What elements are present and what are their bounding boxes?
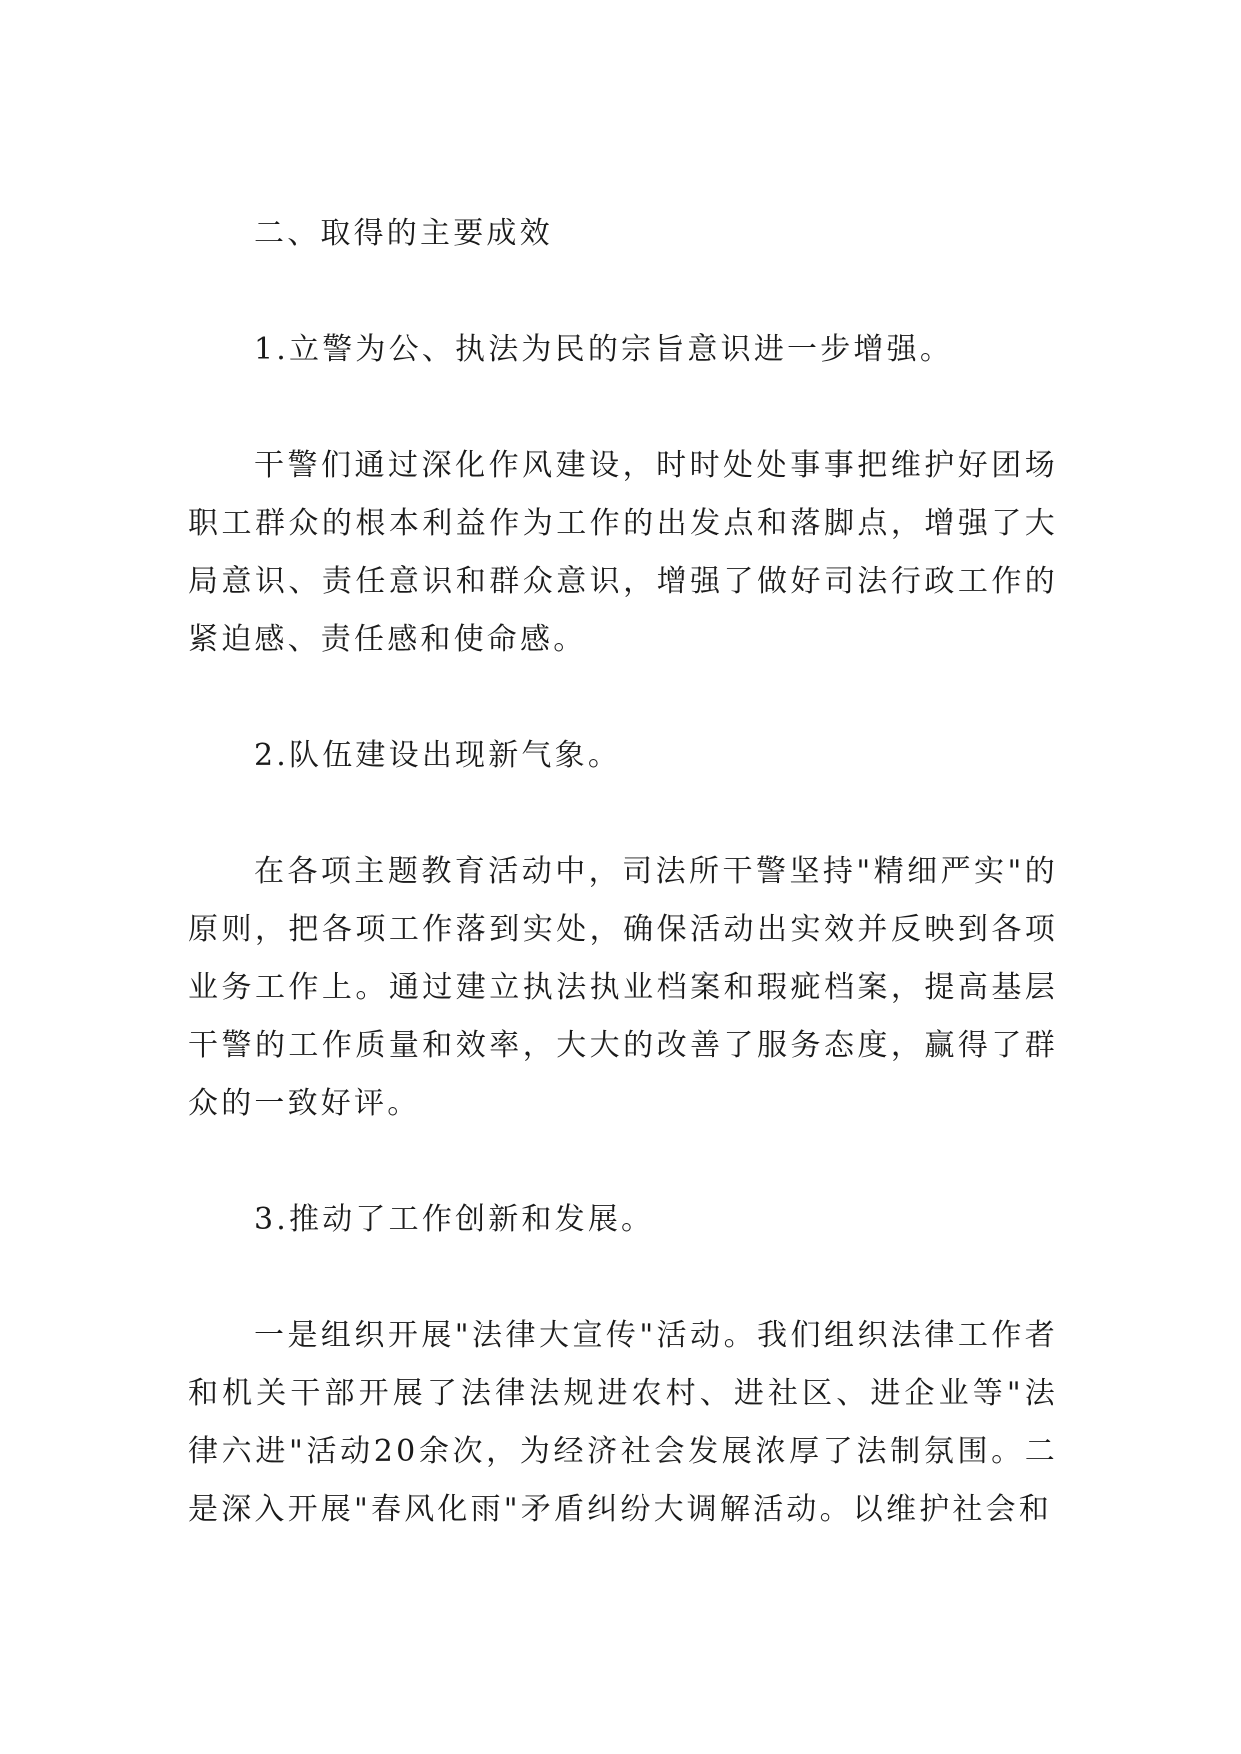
item1-paragraph: 干警们通过深化作风建设，时时处处事事把维护好团场职工群众的根本利益作为工作的出发点和落脚点，增强了大局意识、责任意识和群众意识，增强了做好司法行政工作的紧迫感、责任感和使命感。 — [188, 448, 1058, 657]
item1-heading: 1.立警为公、执法为民的宗旨意识进一步增强。 — [254, 332, 954, 367]
section-heading: 二、取得的主要成效 — [254, 216, 553, 251]
document-body — [188, 205, 1058, 1597]
item3-paragraph: 一是组织开展"法律大宣传"活动。我们组织法律工作者和机关干部开展了法律法规进农村、进社区、进企业等"法律六进"活动20余次，为经济社会发展浓厚了法制氛围。二是深入开展"春风化雨"矛盾纠纷大调解活动。以维护社会和 — [188, 1318, 1058, 1527]
item3-heading: 3.推动了工作创新和发展。 — [254, 1202, 655, 1237]
item2-heading: 2.队伍建设出现新气象。 — [254, 738, 622, 773]
item2-paragraph: 在各项主题教育活动中，司法所干警坚持"精细严实"的原则，把各项工作落到实处，确保活动出实效并反映到各项业务工作上。通过建立执法执业档案和瑕疵档案，提高基层干警的工作质量和效率，大大的改善了服务态度，赢得了群众的一致好评。 — [188, 854, 1058, 1121]
